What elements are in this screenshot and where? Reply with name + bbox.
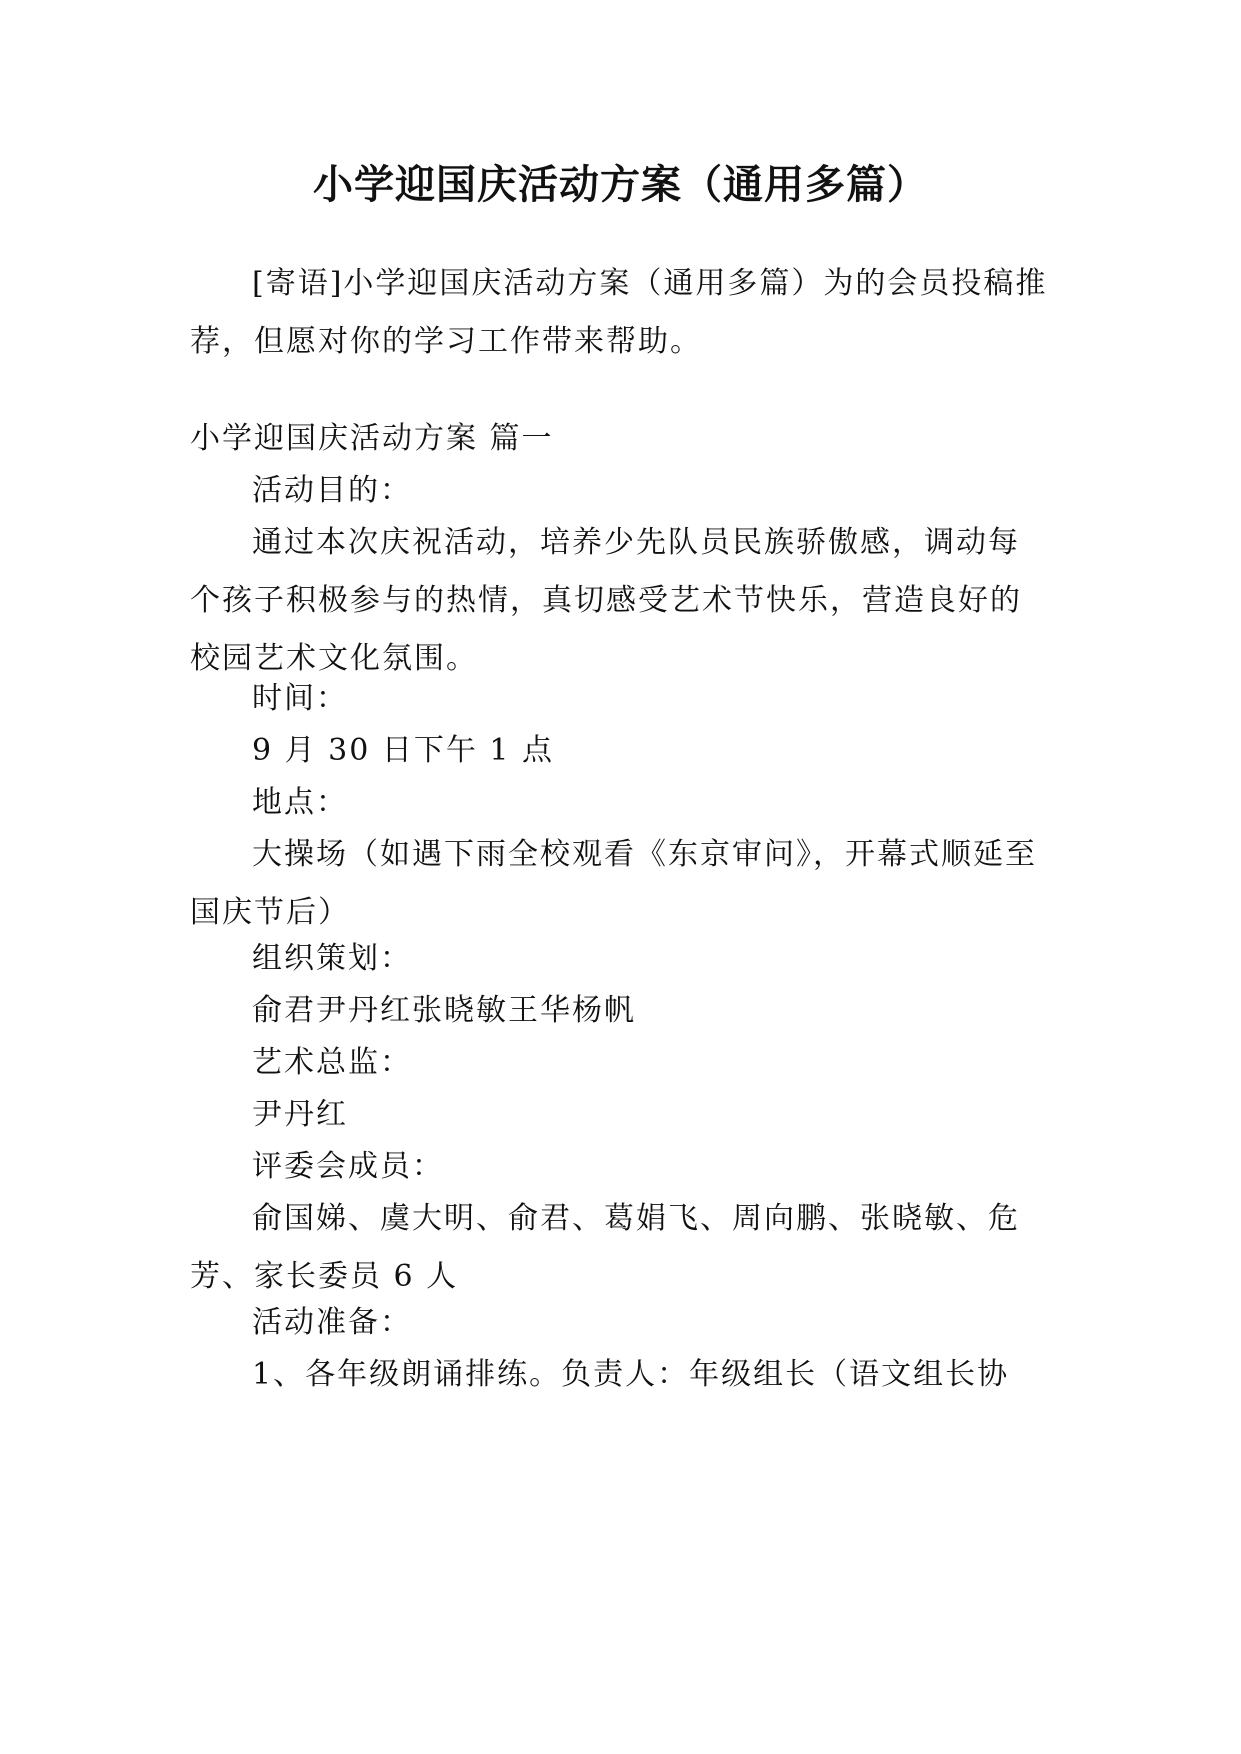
art-director-label: 艺术总监： xyxy=(252,1045,412,1080)
judges-label: 评委会成员： xyxy=(252,1149,444,1184)
prep-item-1: 1、各年级朗诵排练。负责人：年级组长（语文组长协 xyxy=(252,1357,1010,1392)
purpose-label: 活动目的： xyxy=(252,473,412,508)
intro-paragraph: [寄语]小学迎国庆活动方案（通用多篇）为的会员投稿推荐，但愿对你的学习工作带来帮助。 xyxy=(190,266,1048,359)
prep-label: 活动准备： xyxy=(252,1305,412,1340)
place-label: 地点： xyxy=(252,785,348,820)
document-title: 小学迎国庆活动方案（通用多篇） xyxy=(313,162,928,208)
time-label: 时间： xyxy=(252,681,348,716)
place-paragraph: 大操场（如遇下雨全校观看《东京审问》，开幕式顺延至国庆节后） xyxy=(190,837,1037,930)
section-heading: 小学迎国庆活动方案 篇一 xyxy=(190,421,554,456)
time-value: 9 月 30 日下午 1 点 xyxy=(252,733,555,768)
organizer-label: 组织策划： xyxy=(252,941,412,976)
purpose-paragraph: 通过本次庆祝活动，培养少先队员民族骄傲感，调动每个孩子积极参与的热情，真切感受艺术节快乐，营造良好的校园艺术文化氛围。 xyxy=(190,525,1022,676)
judges-paragraph: 俞国娣、虞大明、俞君、葛娟飞、周向鹏、张晓敏、危芳、家长委员 6 人 xyxy=(190,1201,1020,1294)
organizer-value: 俞君尹丹红张晓敏王华杨帆 xyxy=(252,993,636,1028)
art-director-value: 尹丹红 xyxy=(252,1097,348,1132)
